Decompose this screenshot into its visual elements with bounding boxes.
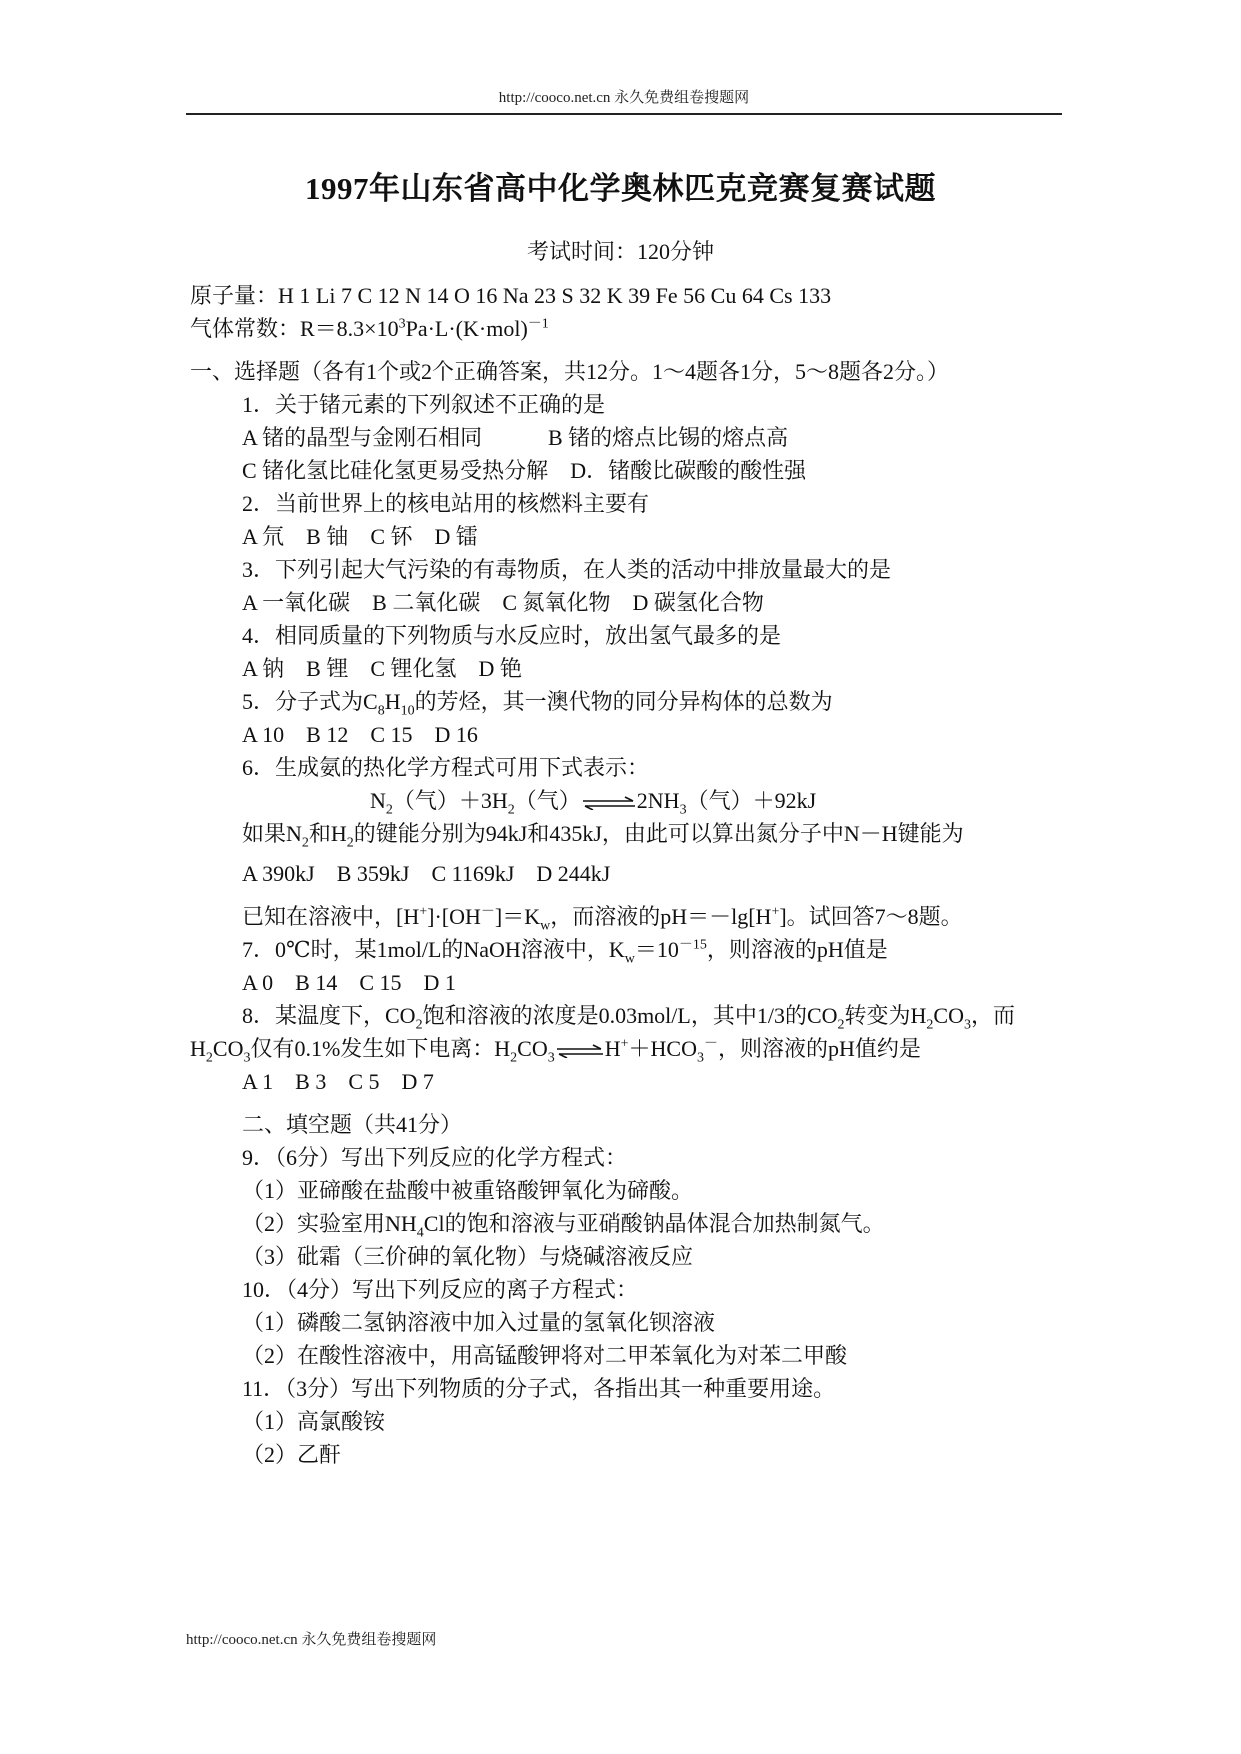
q4-stem: 4．相同质量的下列物质与水反应时，放出氢气最多的是	[242, 623, 782, 648]
q4-options: A 钠 B 锂 C 锂化氢 D 铯	[242, 656, 522, 681]
atomic-mass-line: 原子量：H 1 Li 7 C 12 N 14 O 16 Na 23 S 32 K 39 Fe 56 Cu 64 Cs 133	[190, 283, 832, 308]
q7-8-intro: 已知在溶液中，$[H^+]\cdot[OH^-]=K_w$，而溶液的pH＝－lg[H+]。试回答7～8题。	[242, 904, 963, 934]
header-rule	[186, 113, 1062, 115]
q10-item1: （1）磷酸二氢钠溶液中加入过量的氢氧化钡溶液	[242, 1310, 716, 1335]
q3-options: A 一氧化碳 B 二氧化碳 C 氮氧化物 D 碳氢化合物	[242, 590, 764, 615]
q10-item2: （2）在酸性溶液中，用高锰酸钾将对二甲苯氧化为对苯二甲酸	[242, 1343, 848, 1368]
q1-options-ab: A 锗的晶型与金刚石相同 B 锗的熔点比锡的熔点高	[242, 425, 789, 450]
exam-time: 考试时间：120分钟	[526, 239, 714, 264]
section1-heading: 一、选择题（各有1个或2个正确答案，共12分。1～4题各1分，5～8题各2分。）	[190, 359, 950, 384]
q3-stem: 3．下列引起大气污染的有毒物质，在人类的活动中排放量最大的是	[242, 557, 892, 582]
page-header: http://cooco.net.cn 永久免费组卷搜题网	[498, 90, 750, 106]
equilibrium-arrow-icon	[555, 1044, 605, 1058]
q9-stem: 9．（6分）写出下列反应的化学方程式：	[242, 1145, 628, 1170]
q9-item2: （2）实验室用$NH_4Cl$的饱和溶液与亚硝酸钠晶体混合加热制氮气。	[242, 1211, 885, 1241]
q1-stem: 1．关于锗元素的下列叙述不正确的是	[242, 392, 606, 417]
q11-item2: （2）乙酐	[242, 1442, 342, 1467]
q5-stem: 5．分子式为$C_8H_{10}$的芳烃，其一澳代物的同分异构体的总数为	[242, 689, 833, 719]
equilibrium-arrow-icon	[581, 796, 637, 810]
section2-heading: 二、填空题（共41分）	[242, 1112, 463, 1137]
page-title: 1997年山东省高中化学奥林匹克竞赛复赛试题	[305, 171, 936, 206]
q6-stem: 6．生成氨的热化学方程式可用下式表示：	[242, 755, 650, 780]
q11-stem: 11．（3分）写出下列物质的分子式，各指出其一种重要用途。	[242, 1376, 836, 1401]
gas-constant-line: 气体常数：$R=8.3\times 10^3Pa\cdot L\cdot(K\cdot mol)^{-1}$	[190, 316, 549, 341]
q8-stem: 8．某温度下，$CO_2$饱和溶液的浓度是0.03mol/L，其中1/3的$CO_2$转变为$H_2CO_3$，而$H_2CO_3$仅有0.1%发生如下电离：$H_2CO_3$ $H^++HCO_3^-$，则溶液的pH值约是	[190, 1003, 1015, 1066]
q9-item1: （1）亚碲酸在盐酸中被重铬酸钾氧化为碲酸。	[242, 1178, 694, 1203]
page-footer: http://cooco.net.cn 永久免费组卷搜题网	[186, 1632, 437, 1648]
q2-stem: 2．当前世界上的核电站用的核燃料主要有	[242, 491, 650, 516]
q6-options: A 390kJ B 359kJ C 1169kJ D 244kJ	[242, 861, 611, 886]
q6-text: 如果$N_2$和$H_2$的键能分别为94kJ和435kJ，由此可以算出氮分子中N－H键能为	[242, 821, 964, 851]
q1-options-cd: C 锗化氢比硅化氢更易受热分解 D．锗酸比碳酸的酸性强	[242, 458, 807, 483]
q2-options: A 氘 B 铀 C 钚 D 镭	[242, 524, 478, 549]
q6-equation: $N_2$（气）$+3H_2$（气） $2NH_3$（气）＋92kJ	[370, 788, 817, 818]
q8-options: A 1 B 3 C 5 D 7	[242, 1069, 434, 1094]
q11-item1: （1）高氯酸铵	[242, 1409, 386, 1434]
q7-stem: 7．0℃时，某1mol/L的NaOH溶液中，$K_w=10^{-15}$，则溶液的pH值是	[242, 937, 888, 967]
q9-item3: （3）砒霜（三价砷的氧化物）与烧碱溶液反应	[242, 1244, 694, 1269]
q10-stem: 10．（4分）写出下列反应的离子方程式：	[242, 1277, 639, 1302]
q5-options: A 10 B 12 C 15 D 16	[242, 722, 478, 747]
q7-options: A 0 B 14 C 15 D 1	[242, 970, 456, 995]
exam-body	[190, 279, 1052, 1471]
